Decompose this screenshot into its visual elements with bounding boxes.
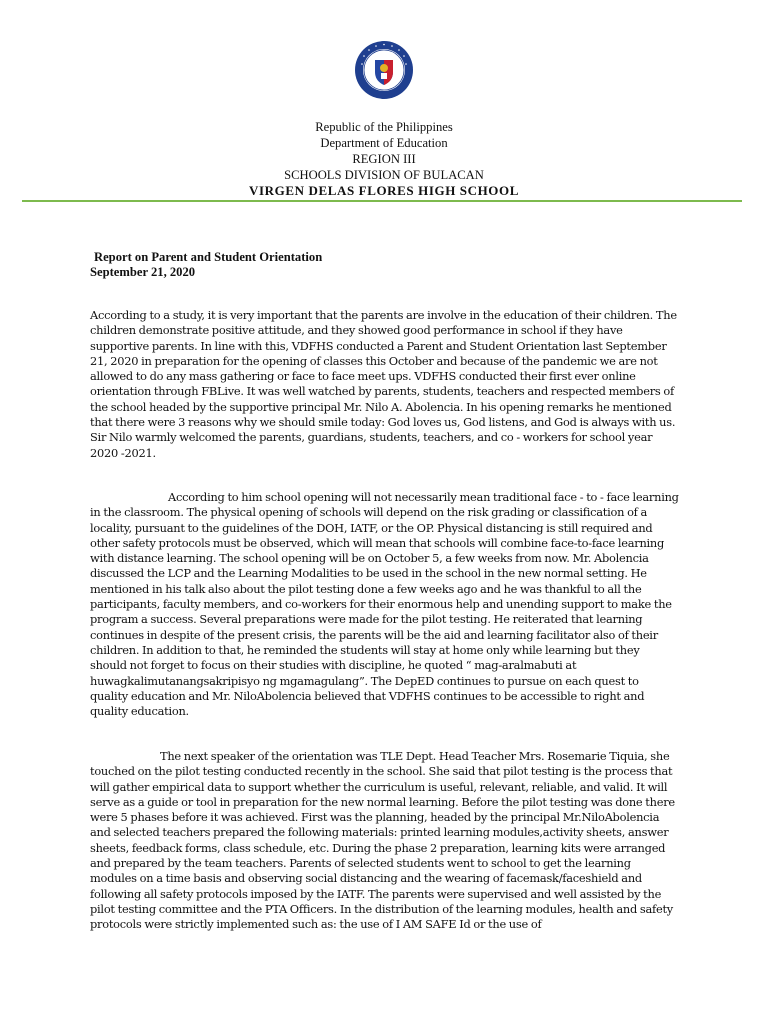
report-title-block: [90, 250, 322, 280]
paragraph-text: According to a study, it is very important that the parents are involve in the education of their children. The children demonstrate positive attitude, and they showed good performance in school if they have supportive parents. In line with this, VDFHS conducted a Parent and Student Orientation last September 21, 2020 in preparation for the opening of classes this October and because of the pandemic we are not allowed to do any mass gathering or face to face meet ups. VDFHS conducted their first ever online orientation through FBLive. It was well watched by parents, students, teachers and respected members of the school headed by the supportive principal Mr. Nilo A. Abolencia. In his opening remarks he mentioned that there were 3 reasons why we should smile today: God loves us, God listens, and God is always with us. Sir Nilo warmly welcomed the parents, guardians, students, teachers, and co - workers for school year 2020 -2021.: [90, 308, 677, 460]
deped-seal-icon: [354, 40, 414, 100]
header-divider: [22, 200, 742, 202]
paragraph-1: [90, 308, 679, 461]
paragraph-text: The next speaker of the orientation was TLE Dept. Head Teacher Mrs. Rosemarie Tiquia, she touched on the pilot testing conducted recently in the school. She said that pilot testing is the process that will gather empirical data to support whether the curriculum is useful, relevant, reliable, and valid. It will serve as a guide or tool in preparation for the new normal learning. Before the pilot testing was done there were 5 phases before it was achieved. First was the planning, headed by the principal Mr.NiloAbolencia and selected teachers prepared the following materials: printed learning modules,activity sheets, answer sheets, feedback forms, class schedule, etc. During the phase 2 preparation, learning kits were arranged and prepared by the team teachers. Parents of selected students went to school to get the learning modules on a time basis and observing social distancing and the wearing of facemask/faceshield and following all safety protocols imposed by the IATF. The parents were supervised and well assisted by the pilot testing committee and the PTA Officers. In the distribution of the learning modules, health and safety protocols were strictly implemented such as: the use of I AM SAFE Id or the use of: [90, 749, 675, 932]
letterhead: [0, 119, 768, 199]
paragraph-text: According to him school opening will not necessarily mean traditional face - to - face learning in the classroom. The physical opening of schools will depend on the risk grading or classification of a locality, pursuant to the guidelines of the DOH, IATF, or the OP. Physical distancing is still required and other safety protocols must be observed, which will mean that schools will combine face-to-face learning with distance learning. The school opening will be on October 5, a few weeks from now. Mr. Abolencia discussed the LCP and the Learning Modalities to be used in the school in the new normal setting. He mentioned in his talk also about the pilot testing done a few weeks ago and he was thankful to all the participants, faculty members, and co-workers for their enormous help and unending support to make the program a success. Several preparations were made for the pilot testing. He reiterated that learning continues in despite of the present crisis, the parents will be the aid and learning facilitator also of their children. In addition to that, he reminded the students will stay at home only while learning but they should not forget to focus on their studies with discipline, he quoted “ mag-aralmabuti at huwagkalimutanangsakripisyo ng mgamagulang”. The DepED continues to pursue on each quest to quality education and Mr. NiloAbolencia believed that VDFHS continues to be accessible to right and quality education.: [90, 490, 679, 719]
header-division: SCHOOLS DIVISION OF BULACAN: [284, 168, 484, 182]
paragraph-3: [90, 749, 679, 933]
header-republic: Republic of the Philippines: [315, 120, 453, 134]
report-date: September 21, 2020: [90, 265, 196, 279]
header-school-name: VIRGEN DELAS FLORES HIGH SCHOOL: [249, 183, 519, 198]
header-region: REGION III: [352, 152, 416, 166]
report-title: Report on Parent and Student Orientation: [94, 250, 323, 264]
header-department: Department of Education: [320, 136, 448, 150]
paragraph-2: [90, 490, 679, 719]
